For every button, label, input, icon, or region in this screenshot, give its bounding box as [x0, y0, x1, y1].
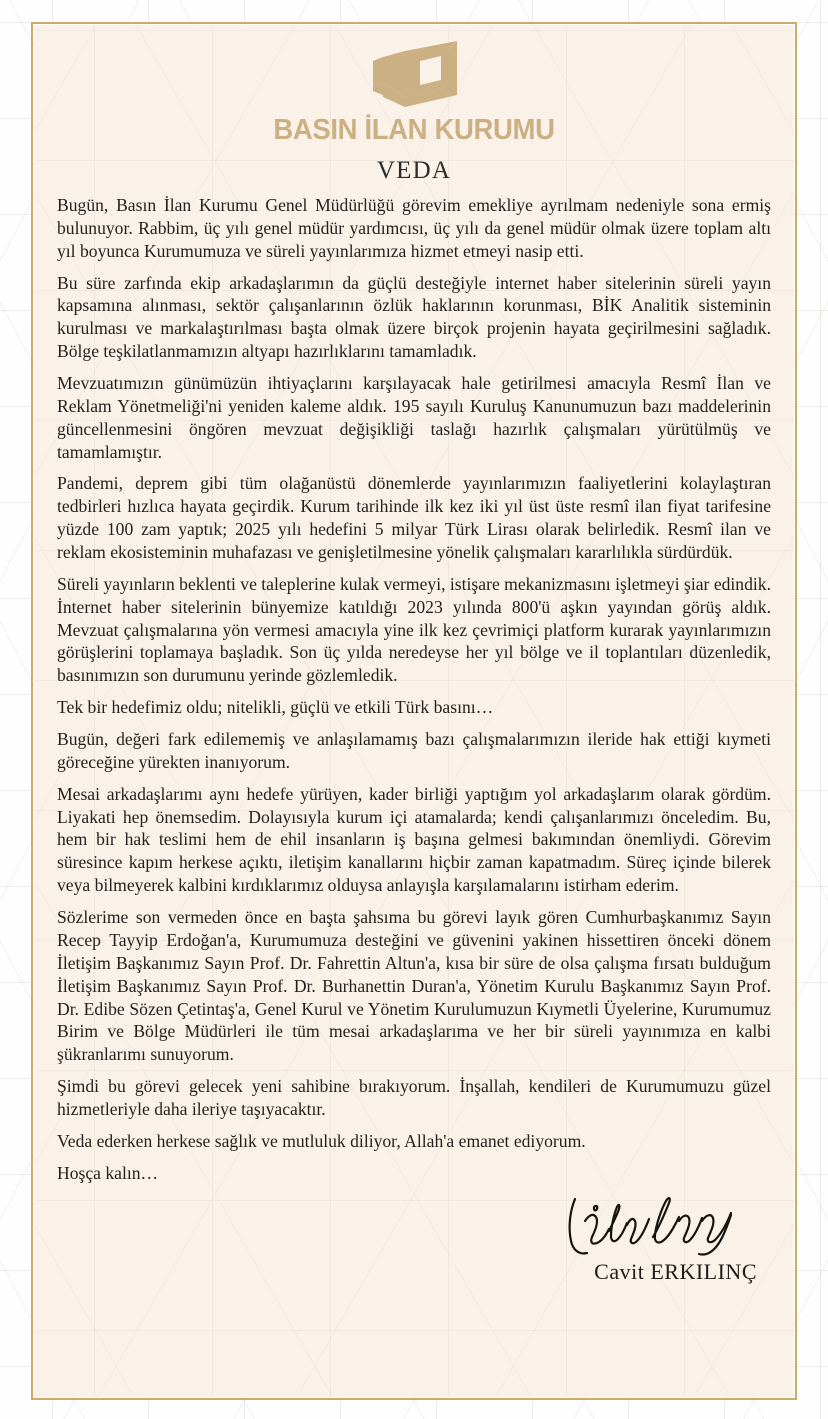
- paragraph-2: Bu süre zarfında ekip arkadaşlarımın da güçlü desteğiyle internet haber sitelerinin süreli yayın kapsamına alınması, sektör çalışanlarının özlük haklarının korunması, BİK Analitik sisteminin kurulması ve markalaştırılması başta olmak üzere birçok projenin hayata geçirilmesini sağladık. Bölge teşkilatlanmamızın altyapı hazırlıklarını tamamladık.: [57, 272, 771, 362]
- letter-content: [57, 25, 771, 1397]
- paragraph-6: Tek bir hedefimiz oldu; nitelikli, güçlü ve etkili Türk basını…: [57, 697, 494, 718]
- signer-name: Cavit ERKILINÇ: [594, 1258, 757, 1284]
- paragraph-4: Pandemi, deprem gibi tüm olağanüstü dönemlerde yayınlarımızın faaliyetlerini kolaylaştıran tedbirleri hızlıca hayata geçirdik. Kurum tarihinde ilk kez iki yıl üst üste resmî ilan fiyat tarifesine yüzde 100 zam yaptık; 2025 yılı hedefini 5 milyar Türk Lirası olarak belirledik. Resmî ilan ve reklam ekosisteminin muhafazası ve genişletilmesine yönelik çalışmaları kararlılıkla sürdürdük.: [57, 473, 771, 563]
- paragraph-7: Bugün, değeri fark edilememiş ve anlaşılamamış bazı çalışmalarımızın ileride hak ettiği kıymeti göreceğine yürekten inanıyorum.: [57, 729, 771, 772]
- page-title: VEDA: [376, 157, 452, 184]
- paragraph-11: Veda ederken herkese sağlık ve mutluluk diliyor, Allah'a emanet ediyorum.: [57, 1130, 586, 1151]
- paragraph-5: Süreli yayınların beklenti ve taleplerine kulak vermeyi, istişare mekanizmasını işletmeyi şiar edindik. İnternet haber sitelerinin bünyemize katıldığı 2023 yılında 800'ü aşkın yayından görüş aldık. Mevzuat çalışmalarına yön vermesi amacıyla yine ilk kez çevrimiçi platform kurarak yayınlarımızın görüşlerini toplamaya başladık. Son üç yılda neredeyse her yıl bölge ve il toplantıları düzenledik, basınımızın son durumunu yerinde gözlemledik.: [57, 573, 771, 686]
- signature-block: [57, 1191, 771, 1285]
- paragraph-1: Bugün, Basın İlan Kurumu Genel Müdürlüğü görevim emekliye ayrılmam nedeniyle sona ermiş bulunuyor. Rabbim, üç yılı genel müdür yardımcısı, üç yılı da genel müdür olmak üzere toplam altı yıl boyunca Kurumumuza ve süreli yayınlarımıza hizmet etmeyi nasip etti.: [57, 195, 771, 261]
- letter-paper-panel: [34, 25, 794, 1397]
- paragraph-10: Şimdi bu görevi gelecek yeni sahibine bırakıyorum. İnşallah, kendileri de Kurumumuzu güzel hizmetleriyle daha ileriye taşıyacaktır.: [57, 1076, 771, 1119]
- bik-open-book-mark-icon: [365, 39, 463, 111]
- handwritten-signature-icon: [561, 1191, 751, 1263]
- paragraph-9: Sözlerime son vermeden önce en başta şahsıma bu görevi layık gören Cumhurbaşkanımız Sayın Recep Tayyip Erdoğan'a, Kurumumuza desteğini ve güvenini yakinen hissettiren önceki dönem İletişim Başkanımız Sayın Prof. Dr. Fahrettin Altun'a, kısa bir süre de olsa çalışma fırsatı bulduğum İletişim Başkanımız Sayın Prof. Dr. Burhanettin Duran'a, Yönetim Kurulu Başkanımız Sayın Prof. Dr. Edibe Sözen Çetintaş'a, Genel Kurul ve Yönetim Kurulumuzun Kıymetli Üyelerine, Kurumumuz Birim ve Bölge Müdürleri ile tüm mesai arkadaşlarıma ve her bir süreli yayınımıza en kalbi şükranlarımı sunuyorum.: [57, 907, 771, 1065]
- paragraph-12: Hoşça kalın…: [57, 1162, 159, 1183]
- brand-header: [57, 25, 771, 145]
- paragraph-3: Mevzuatımızın günümüzün ihtiyaçlarını karşılayacak hale getirilmesi amacıyla Resmî İlan ve Reklam Yönetmeliği'ni yeniden kaleme aldık. 195 sayılı Kuruluş Kanunumuzun bazı maddelerinin güncellenmesini öngören mevzuat değişikliği taslağı hazırlık çalışmaları yürütülmüş ve tamamlamıştır.: [57, 373, 771, 462]
- letter-body: [57, 194, 771, 1185]
- paragraph-8: Mesai arkadaşlarımı aynı hedefe yürüyen, kader birliği yaptığım yol arkadaşlarım olarak gördüm. Liyakati hep önemsedim. Dolayısıyla kurum içi atamalarda; kendi çalışanlarımızı önceledim. Bu, hem bir hak teslimi hem de ehil insanların iş başına gelmesi bakımından önemliydi. Görevim süresince kapım herkese açıktı, iletişim kanallarını hiçbir zaman kapatmadım. Süreç içinde bilerek veya bilmeyerek kalbini kırdıklarımız olduysa anlayışla karşılamalarını istirham ederim.: [57, 783, 771, 896]
- brand-wordmark: BASIN İLAN KURUMU: [273, 114, 555, 146]
